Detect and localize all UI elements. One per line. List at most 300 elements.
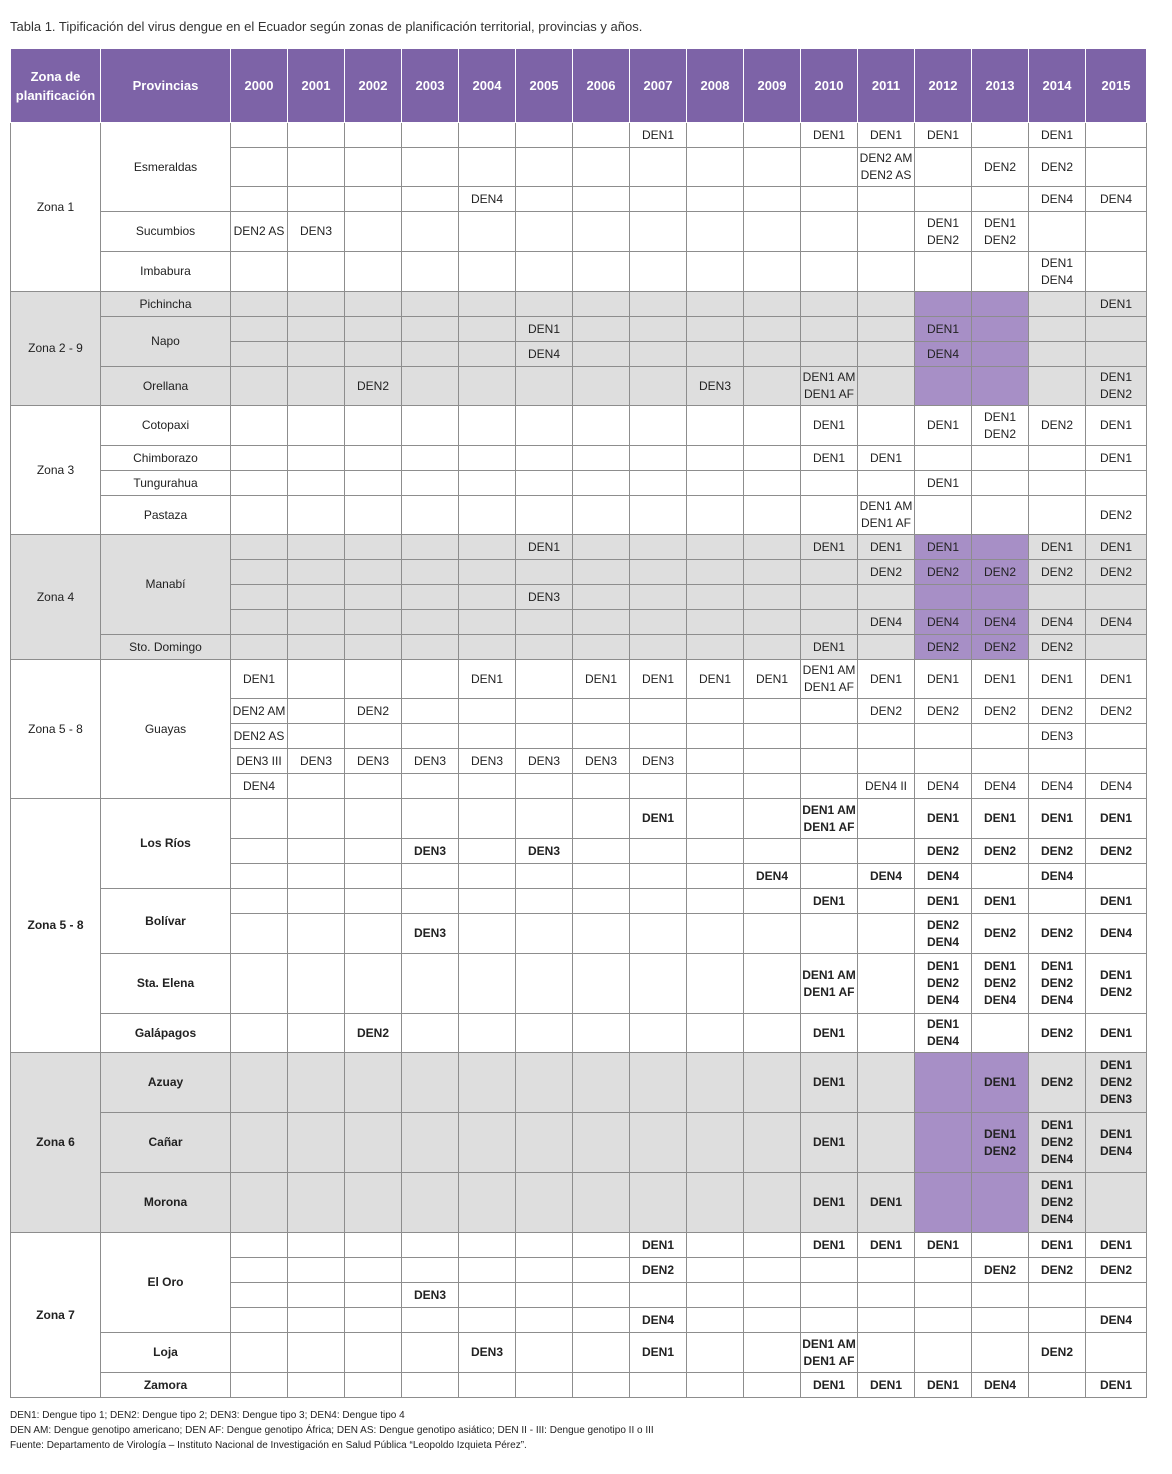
year-cell: [1086, 749, 1147, 774]
year-cell: [345, 1373, 402, 1398]
year-cell: DEN2: [915, 839, 972, 864]
province-cell: Orellana: [101, 367, 231, 406]
year-cell: [1086, 148, 1147, 187]
year-cell: [687, 1308, 744, 1333]
year-cell: [687, 889, 744, 914]
year-cell: [687, 1014, 744, 1053]
year-cell: DEN3: [459, 1333, 516, 1373]
year-cell: [630, 839, 687, 864]
year-cell: DEN1 DEN2 DEN3: [1086, 1053, 1147, 1113]
year-cell: DEN4: [1086, 1308, 1147, 1333]
year-cell: [402, 212, 459, 252]
year-cell: [744, 342, 801, 367]
year-cell: [630, 535, 687, 560]
year-cell: [459, 406, 516, 446]
table-row: [11, 252, 1147, 292]
year-cell: [516, 1113, 573, 1173]
year-cell: [744, 1308, 801, 1333]
year-cell: [1086, 1333, 1147, 1373]
year-cell: DEN1 DEN2 DEN4: [915, 954, 972, 1014]
year-cell: DEN2: [972, 699, 1029, 724]
year-cell: [402, 406, 459, 446]
year-cell: [801, 317, 858, 342]
year-cell: DEN1: [1086, 1373, 1147, 1398]
year-cell: [288, 635, 345, 660]
year-cell: [801, 252, 858, 292]
footnote-genotypes: DEN AM: Dengue genotipo americano; DEN AF: Dengue genotipo África; DEN AS: Dengue genotipo asiático; DEN II - III: Dengue genotipo II o III: [10, 1425, 654, 1436]
year-cell: [459, 560, 516, 585]
year-cell: [288, 1258, 345, 1283]
year-cell: DEN1: [858, 535, 915, 560]
year-cell: [288, 292, 345, 317]
year-cell: [459, 123, 516, 148]
year-cell: DEN2: [858, 699, 915, 724]
year-cell: DEN2: [630, 1258, 687, 1283]
year-cell: DEN1: [231, 660, 288, 699]
year-cell: [630, 864, 687, 889]
year-cell: [402, 889, 459, 914]
year-cell: [402, 1053, 459, 1113]
year-cell: [687, 610, 744, 635]
table-row: [11, 1053, 1147, 1113]
year-cell: [687, 560, 744, 585]
header-year: 2013: [972, 49, 1029, 123]
year-cell: DEN2: [972, 635, 1029, 660]
year-cell: DEN2: [972, 148, 1029, 187]
year-cell: [1086, 317, 1147, 342]
table-row: [11, 635, 1147, 660]
year-cell: [459, 914, 516, 954]
year-cell: [972, 367, 1029, 406]
year-cell: [345, 446, 402, 471]
year-cell: DEN2: [915, 635, 972, 660]
year-cell: [459, 292, 516, 317]
year-cell: DEN2 AM DEN2 AS: [858, 148, 915, 187]
year-cell: [345, 774, 402, 799]
year-cell: [288, 496, 345, 535]
year-cell: [288, 471, 345, 496]
header-year: 2008: [687, 49, 744, 123]
table-row: [11, 799, 1147, 839]
year-cell: [516, 1014, 573, 1053]
zone-cell: Zona 1: [11, 123, 101, 292]
year-cell: DEN1 DEN2: [972, 212, 1029, 252]
year-cell: [687, 1373, 744, 1398]
year-cell: [516, 560, 573, 585]
year-cell: DEN1: [801, 635, 858, 660]
year-cell: [972, 749, 1029, 774]
year-cell: [687, 1333, 744, 1373]
year-cell: DEN1 AM DEN1 AF: [801, 954, 858, 1014]
year-cell: [687, 123, 744, 148]
year-cell: DEN3: [687, 367, 744, 406]
year-cell: [858, 839, 915, 864]
year-cell: DEN4: [915, 774, 972, 799]
year-cell: [915, 1308, 972, 1333]
year-cell: [402, 123, 459, 148]
year-cell: [858, 1053, 915, 1113]
year-cell: [516, 660, 573, 699]
year-cell: DEN3: [288, 749, 345, 774]
zone-cell: Zona 3: [11, 406, 101, 535]
year-cell: [459, 889, 516, 914]
year-cell: [231, 1014, 288, 1053]
year-cell: [573, 635, 630, 660]
year-cell: [402, 1308, 459, 1333]
header-year: 2014: [1029, 49, 1086, 123]
year-cell: [630, 889, 687, 914]
year-cell: [516, 699, 573, 724]
year-cell: [1029, 749, 1086, 774]
year-cell: [459, 864, 516, 889]
year-cell: [687, 954, 744, 1014]
year-cell: DEN2: [972, 914, 1029, 954]
year-cell: DEN2: [345, 1014, 402, 1053]
year-cell: DEN1 DEN2 DEN4: [972, 954, 1029, 1014]
year-cell: [1029, 212, 1086, 252]
year-cell: [288, 699, 345, 724]
year-cell: DEN1 DEN2 DEN4: [1029, 1173, 1086, 1233]
province-cell: Imbabura: [101, 252, 231, 292]
year-cell: [801, 914, 858, 954]
year-cell: DEN2: [915, 560, 972, 585]
year-cell: DEN1: [1086, 535, 1147, 560]
year-cell: DEN1: [801, 1014, 858, 1053]
year-cell: [744, 1173, 801, 1233]
table-row: [11, 212, 1147, 252]
header-year: 2007: [630, 49, 687, 123]
year-cell: [1086, 471, 1147, 496]
year-cell: [402, 342, 459, 367]
province-cell: Napo: [101, 317, 231, 367]
year-cell: [288, 1113, 345, 1173]
year-cell: [516, 1283, 573, 1308]
year-cell: [858, 367, 915, 406]
year-cell: [1086, 1283, 1147, 1308]
year-cell: [687, 317, 744, 342]
year-cell: DEN4: [231, 774, 288, 799]
year-cell: [744, 1053, 801, 1113]
year-cell: [459, 724, 516, 749]
year-cell: DEN2: [1086, 496, 1147, 535]
year-cell: [231, 1258, 288, 1283]
year-cell: [687, 1283, 744, 1308]
year-cell: [744, 914, 801, 954]
year-cell: [516, 1308, 573, 1333]
year-cell: DEN1: [972, 1053, 1029, 1113]
year-cell: [801, 496, 858, 535]
year-cell: [231, 839, 288, 864]
year-cell: [630, 1373, 687, 1398]
year-cell: [345, 610, 402, 635]
year-cell: [744, 471, 801, 496]
year-cell: DEN1: [687, 660, 744, 699]
year-cell: [687, 252, 744, 292]
year-cell: [1086, 635, 1147, 660]
year-cell: [459, 342, 516, 367]
year-cell: [573, 496, 630, 535]
year-cell: [573, 148, 630, 187]
year-cell: [915, 1173, 972, 1233]
year-cell: [630, 1053, 687, 1113]
year-cell: [687, 864, 744, 889]
year-cell: DEN1: [972, 799, 1029, 839]
year-cell: [402, 496, 459, 535]
year-cell: [1029, 317, 1086, 342]
year-cell: [1086, 724, 1147, 749]
year-cell: [858, 799, 915, 839]
year-cell: DEN2: [1086, 560, 1147, 585]
province-cell: Sucumbios: [101, 212, 231, 252]
year-cell: [288, 446, 345, 471]
header-year: 2004: [459, 49, 516, 123]
year-cell: [288, 535, 345, 560]
year-cell: [1029, 496, 1086, 535]
year-cell: DEN1: [915, 317, 972, 342]
year-cell: [231, 535, 288, 560]
year-cell: [459, 496, 516, 535]
year-cell: DEN1: [1086, 292, 1147, 317]
year-cell: [288, 585, 345, 610]
year-cell: [231, 1173, 288, 1233]
table-row: [11, 660, 1147, 699]
year-cell: [630, 496, 687, 535]
year-cell: [801, 187, 858, 212]
year-cell: [744, 496, 801, 535]
year-cell: DEN1: [744, 660, 801, 699]
year-cell: [402, 954, 459, 1014]
year-cell: DEN4 II: [858, 774, 915, 799]
year-cell: [345, 1113, 402, 1173]
year-cell: [744, 774, 801, 799]
year-cell: [687, 1233, 744, 1258]
year-cell: DEN2 AS: [231, 724, 288, 749]
year-cell: DEN1: [915, 123, 972, 148]
year-cell: [516, 724, 573, 749]
year-cell: [288, 406, 345, 446]
year-cell: [231, 496, 288, 535]
year-cell: [573, 1113, 630, 1173]
year-cell: DEN4: [915, 610, 972, 635]
year-cell: [231, 342, 288, 367]
year-cell: [231, 1308, 288, 1333]
year-cell: [459, 1053, 516, 1113]
table-row: [11, 1333, 1147, 1373]
year-cell: [345, 1233, 402, 1258]
year-cell: [516, 1333, 573, 1373]
year-cell: [858, 1014, 915, 1053]
year-cell: [744, 1113, 801, 1173]
year-cell: [516, 799, 573, 839]
year-cell: [516, 889, 573, 914]
table-row: [11, 1233, 1147, 1258]
year-cell: DEN1 DEN2 DEN4: [1029, 954, 1086, 1014]
year-cell: DEN3: [459, 749, 516, 774]
year-cell: [402, 585, 459, 610]
year-cell: [402, 660, 459, 699]
year-cell: [573, 1233, 630, 1258]
year-cell: DEN3: [402, 914, 459, 954]
year-cell: [573, 724, 630, 749]
year-cell: [345, 317, 402, 342]
year-cell: DEN2: [1029, 406, 1086, 446]
year-cell: [687, 699, 744, 724]
province-cell: Bolívar: [101, 889, 231, 954]
year-cell: DEN1: [915, 535, 972, 560]
year-cell: [1086, 864, 1147, 889]
year-cell: DEN1: [801, 1173, 858, 1233]
year-cell: DEN1: [801, 446, 858, 471]
year-cell: [573, 367, 630, 406]
year-cell: [915, 1113, 972, 1173]
year-cell: [1029, 889, 1086, 914]
year-cell: [288, 914, 345, 954]
year-cell: [801, 610, 858, 635]
table-row: [11, 123, 1147, 148]
year-cell: [630, 610, 687, 635]
year-cell: [573, 317, 630, 342]
year-cell: DEN1: [858, 660, 915, 699]
year-cell: [1029, 471, 1086, 496]
year-cell: [801, 342, 858, 367]
year-cell: DEN1: [915, 406, 972, 446]
year-cell: [801, 724, 858, 749]
year-cell: [288, 954, 345, 1014]
year-cell: DEN4: [1029, 864, 1086, 889]
year-cell: DEN3: [630, 749, 687, 774]
header-province: Provincias: [101, 49, 231, 123]
year-cell: [516, 635, 573, 660]
header-year: 2001: [288, 49, 345, 123]
year-cell: [687, 342, 744, 367]
table-row: [11, 471, 1147, 496]
year-cell: DEN1 AM DEN1 AF: [801, 799, 858, 839]
year-cell: [516, 914, 573, 954]
year-cell: DEN1: [915, 889, 972, 914]
year-cell: [687, 1053, 744, 1113]
year-cell: [345, 635, 402, 660]
year-cell: [288, 342, 345, 367]
year-cell: [573, 585, 630, 610]
year-cell: [288, 724, 345, 749]
year-cell: DEN4: [459, 187, 516, 212]
year-cell: [516, 367, 573, 406]
year-cell: [516, 212, 573, 252]
year-cell: [972, 864, 1029, 889]
year-cell: [744, 585, 801, 610]
year-cell: [459, 1308, 516, 1333]
year-cell: [345, 187, 402, 212]
year-cell: DEN1: [516, 317, 573, 342]
year-cell: DEN1: [573, 660, 630, 699]
table-row: [11, 406, 1147, 446]
year-cell: [573, 471, 630, 496]
province-cell: Loja: [101, 1333, 231, 1373]
year-cell: [459, 799, 516, 839]
year-cell: [687, 148, 744, 187]
year-cell: DEN4: [972, 610, 1029, 635]
year-cell: [288, 1373, 345, 1398]
year-cell: [402, 1258, 459, 1283]
year-cell: [630, 560, 687, 585]
header-year: 2009: [744, 49, 801, 123]
year-cell: [345, 1333, 402, 1373]
year-cell: [630, 212, 687, 252]
year-cell: [858, 252, 915, 292]
year-cell: DEN1: [858, 1233, 915, 1258]
year-cell: [630, 252, 687, 292]
year-cell: [858, 749, 915, 774]
year-cell: DEN2 AS: [231, 212, 288, 252]
year-cell: [345, 1283, 402, 1308]
year-cell: [858, 724, 915, 749]
year-cell: [744, 446, 801, 471]
year-cell: [288, 799, 345, 839]
year-cell: DEN1: [801, 1373, 858, 1398]
year-cell: [1029, 585, 1086, 610]
year-cell: DEN1: [915, 660, 972, 699]
header-row: [11, 49, 1147, 123]
year-cell: [288, 774, 345, 799]
year-cell: DEN4: [744, 864, 801, 889]
year-cell: [516, 1173, 573, 1233]
year-cell: [288, 148, 345, 187]
year-cell: [744, 406, 801, 446]
year-cell: [972, 292, 1029, 317]
year-cell: [345, 1053, 402, 1113]
year-cell: [402, 635, 459, 660]
year-cell: DEN1: [801, 1113, 858, 1173]
year-cell: [801, 560, 858, 585]
year-cell: [459, 1373, 516, 1398]
year-cell: [801, 864, 858, 889]
year-cell: [516, 446, 573, 471]
table-row: [11, 1014, 1147, 1053]
province-cell: Sto. Domingo: [101, 635, 231, 660]
province-cell: Sta. Elena: [101, 954, 231, 1014]
year-cell: [744, 187, 801, 212]
year-cell: [345, 406, 402, 446]
year-cell: [915, 1258, 972, 1283]
year-cell: [858, 1308, 915, 1333]
year-cell: [402, 187, 459, 212]
year-cell: [402, 446, 459, 471]
year-cell: DEN1: [858, 1373, 915, 1398]
year-cell: [630, 954, 687, 1014]
table-row: [11, 1113, 1147, 1173]
zone-cell: Zona 6: [11, 1053, 101, 1233]
year-cell: [573, 1283, 630, 1308]
year-cell: [744, 367, 801, 406]
year-cell: [687, 446, 744, 471]
year-cell: [858, 1113, 915, 1173]
year-cell: [459, 1233, 516, 1258]
year-cell: [516, 187, 573, 212]
year-cell: [288, 1308, 345, 1333]
year-cell: [915, 446, 972, 471]
year-cell: [1086, 123, 1147, 148]
year-cell: [573, 1053, 630, 1113]
province-cell: Cañar: [101, 1113, 231, 1173]
year-cell: DEN1: [630, 799, 687, 839]
footnote-source: Fuente: Departamento de Virología – Instituto Nacional de Investigación en Salud Pública “Leopoldo Izquieta Pérez”.: [10, 1440, 527, 1451]
year-cell: [972, 1014, 1029, 1053]
year-cell: [744, 1014, 801, 1053]
year-cell: [573, 914, 630, 954]
year-cell: [744, 252, 801, 292]
year-cell: DEN1: [1086, 406, 1147, 446]
year-cell: [345, 1308, 402, 1333]
